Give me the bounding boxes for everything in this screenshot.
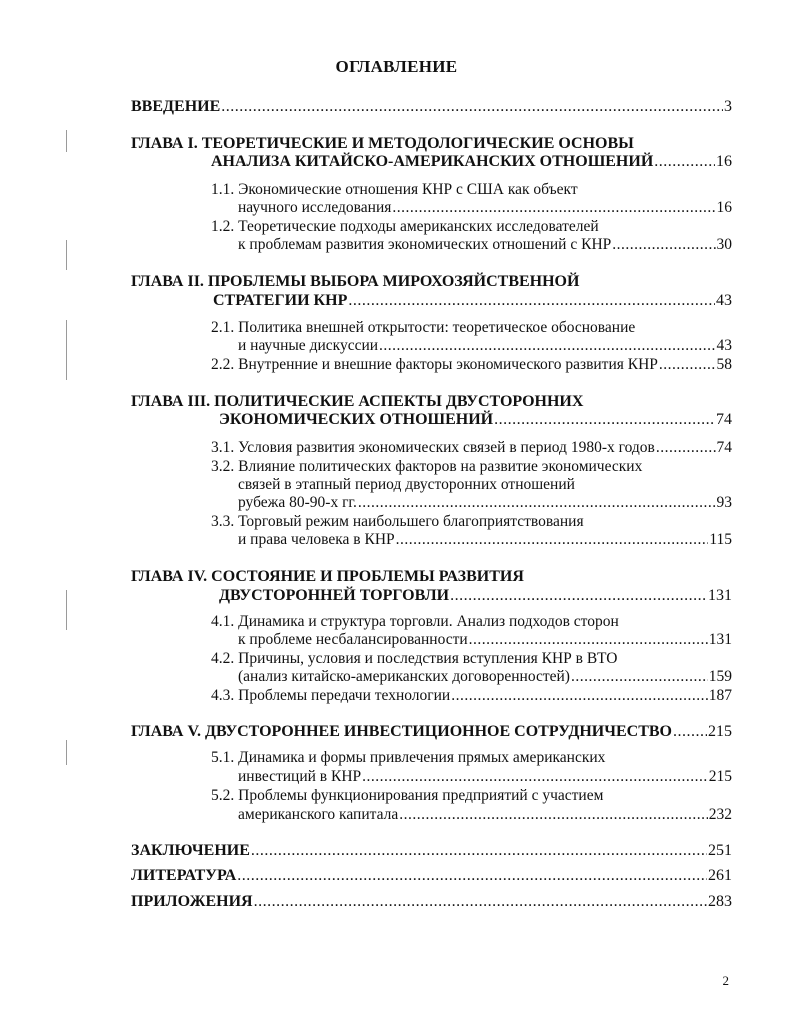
section-2-1-line1: 2.1. Политика внешней открытости: теоретическое обоснование — [211, 319, 636, 336]
chapter-1-title-line2: АНАЛИЗА КИТАЙСКО-АМЕРИКАНСКИХ ОТНОШЕНИЙ — [211, 153, 654, 170]
chapter-5-title: ГЛАВА V. ДВУСТОРОННЕЕ ИНВЕСТИЦИОННОЕ СОТРУДНИЧЕСТВО — [131, 723, 672, 740]
section-5-1-line1: 5.1. Динамика и формы привлечения прямых американских — [211, 749, 606, 766]
leader-dots — [469, 631, 708, 649]
chapter-4-title-line1: ГЛАВА IV. СОСТОЯНИЕ И ПРОБЛЕМЫ РАЗВИТИЯ — [131, 568, 524, 585]
toc-page-number: 30 — [716, 236, 732, 253]
leader-dots — [251, 842, 707, 860]
leader-dots — [358, 494, 716, 512]
leader-dots — [673, 723, 707, 741]
toc-entry-section-5-2[interactable] — [238, 806, 732, 824]
toc-entry-conclusion[interactable] — [131, 842, 732, 860]
leader-dots — [348, 292, 715, 310]
scan-mark — [66, 590, 67, 630]
toc-page-number: 187 — [708, 687, 732, 704]
chapter-3-title-line1: ГЛАВА III. ПОЛИТИЧЕСКИЕ АСПЕКТЫ ДВУСТОРОННИХ — [131, 393, 584, 410]
section-5-2-line1: 5.2. Проблемы функционирования предприятий с участием — [211, 787, 604, 804]
section-4-1-line2: к проблеме несбалансированности — [238, 631, 468, 648]
toc-page-number: 16 — [716, 153, 732, 170]
toc-entry-chapter-2[interactable] — [213, 292, 732, 310]
section-4-1-line1: 4.1. Динамика и структура торговли. Анализ подходов сторон — [211, 613, 619, 630]
toc-page-number: 131 — [708, 587, 732, 604]
toc-entry-section-3-1[interactable] — [211, 439, 732, 457]
toc-entry-chapter-1[interactable] — [211, 153, 732, 171]
section-4-2-line2: (анализ китайско-американских договоренностей) — [238, 668, 570, 685]
toc-entry-section-4-2[interactable] — [238, 668, 732, 686]
toc-entry-literature[interactable] — [131, 867, 732, 885]
toc-entry-section-1-2[interactable] — [238, 236, 732, 254]
toc-page-number: 43 — [716, 292, 732, 309]
toc-page-number: 131 — [708, 631, 732, 648]
leader-dots — [379, 337, 715, 355]
toc-page-number: 159 — [708, 668, 732, 685]
section-1-2-line1: 1.2. Теоретические подходы американских исследователей — [211, 218, 599, 235]
leader-dots — [451, 687, 708, 705]
scan-mark — [66, 130, 67, 152]
scan-mark — [66, 320, 67, 380]
scan-mark — [66, 740, 67, 765]
leader-dots — [396, 531, 709, 549]
toc-entry-chapter-3[interactable] — [219, 411, 732, 429]
toc-entry-label: ПРИЛОЖЕНИЯ — [131, 893, 253, 910]
chapter-4-title-line2: ДВУСТОРОННЕЙ ТОРГОВЛИ — [219, 587, 450, 604]
chapter-2-title-line1: ГЛАВА II. ПРОБЛЕМЫ ВЫБОРА МИРОХОЗЯЙСТВЕННОЙ — [131, 273, 580, 290]
toc-page-number: 16 — [716, 199, 732, 216]
chapter-3-title-line2: ЭКОНОМИЧЕСКИХ ОТНОШЕНИЙ — [219, 411, 494, 428]
section-1-2-line2: к проблемам развития экономических отношений с КНР — [238, 236, 612, 253]
toc-entry-chapter-5[interactable] — [131, 723, 732, 741]
section-2-1-line2: и научные дискуссии — [238, 337, 379, 354]
toc-entry-section-2-2[interactable] — [211, 356, 732, 374]
section-3-2-line3: рубежа 80-90-х гг. — [238, 494, 357, 511]
toc-page-number: 232 — [708, 806, 732, 823]
section-5-2-line2: американского капитала — [238, 806, 399, 823]
toc-page-number: 215 — [708, 723, 732, 740]
toc-page-number: 251 — [708, 842, 732, 859]
section-3-2-line2: связей в этапный период двусторонних отношений — [238, 476, 575, 493]
page-number: 2 — [722, 973, 729, 988]
toc-entry-section-2-1[interactable] — [238, 337, 732, 355]
toc-entry-chapter-4[interactable] — [219, 587, 732, 605]
leader-dots — [237, 867, 707, 885]
section-3-1-label: 3.1. Условия развития экономических связей в период 1980-х годов — [211, 439, 655, 456]
toc-entry-section-4-1[interactable] — [238, 631, 732, 649]
toc-entry-section-1-1[interactable] — [238, 199, 732, 217]
leader-dots — [450, 587, 707, 605]
leader-dots — [392, 199, 715, 217]
leader-dots — [221, 98, 723, 116]
toc-page-number: 3 — [724, 98, 732, 115]
section-5-1-line2: инвестиций в КНР — [238, 768, 362, 785]
section-2-2-label: 2.2. Внутренние и внешние факторы экономического развития КНР — [211, 356, 658, 373]
toc-page-number: 74 — [716, 439, 732, 456]
toc-page-number: 58 — [716, 356, 732, 373]
toc-entry-section-5-1[interactable] — [238, 768, 732, 786]
section-1-1-line1: 1.1. Экономические отношения КНР с США как объект — [211, 181, 578, 198]
toc-entry-appendices[interactable] — [131, 893, 732, 911]
section-1-1-line2: научного исследования — [238, 199, 392, 216]
leader-dots — [494, 411, 715, 429]
toc-page-number: 115 — [709, 531, 732, 548]
leader-dots — [656, 439, 716, 457]
leader-dots — [612, 236, 715, 254]
leader-dots — [654, 153, 715, 171]
leader-dots — [399, 806, 708, 824]
toc-entry-label: ЛИТЕРАТУРА — [131, 867, 237, 884]
toc-entry-section-3-2[interactable] — [238, 494, 732, 512]
toc-page-number: 74 — [716, 411, 732, 428]
section-3-3-line1: 3.3. Торговый режим наибольшего благоприятствования — [211, 513, 584, 530]
toc-page-number: 215 — [708, 768, 732, 785]
toc-entry-label: ВВЕДЕНИЕ — [131, 98, 221, 115]
toc-page-number: 93 — [716, 494, 732, 511]
leader-dots — [571, 668, 708, 686]
toc-entry-section-4-3[interactable] — [211, 687, 732, 705]
chapter-1-title-line1: ГЛАВА I. ТЕОРЕТИЧЕСКИЕ И МЕТОДОЛОГИЧЕСКИЕ ОСНОВЫ — [131, 135, 634, 152]
toc-page-number: 43 — [716, 337, 732, 354]
toc-page-number: 283 — [708, 893, 732, 910]
section-3-3-line2: и права человека в КНР — [238, 531, 395, 548]
toc-page-number: 261 — [708, 867, 732, 884]
section-3-2-line1: 3.2. Влияние политических факторов на развитие экономических — [211, 458, 643, 475]
scan-mark — [66, 240, 67, 270]
section-4-2-line1: 4.2. Причины, условия и последствия вступления КНР в ВТО — [211, 650, 618, 667]
page-title: ОГЛАВЛЕНИЕ — [335, 57, 458, 76]
chapter-2-title-line2: СТРАТЕГИИ КНР — [213, 292, 348, 309]
toc-entry-section-3-3[interactable] — [238, 531, 732, 549]
section-4-3-label: 4.3. Проблемы передачи технологии — [211, 687, 451, 704]
leader-dots — [254, 893, 707, 911]
leader-dots — [362, 768, 708, 786]
toc-entry-intro[interactable] — [131, 98, 732, 116]
toc-entry-label: ЗАКЛЮЧЕНИЕ — [131, 842, 250, 859]
leader-dots — [659, 356, 716, 374]
